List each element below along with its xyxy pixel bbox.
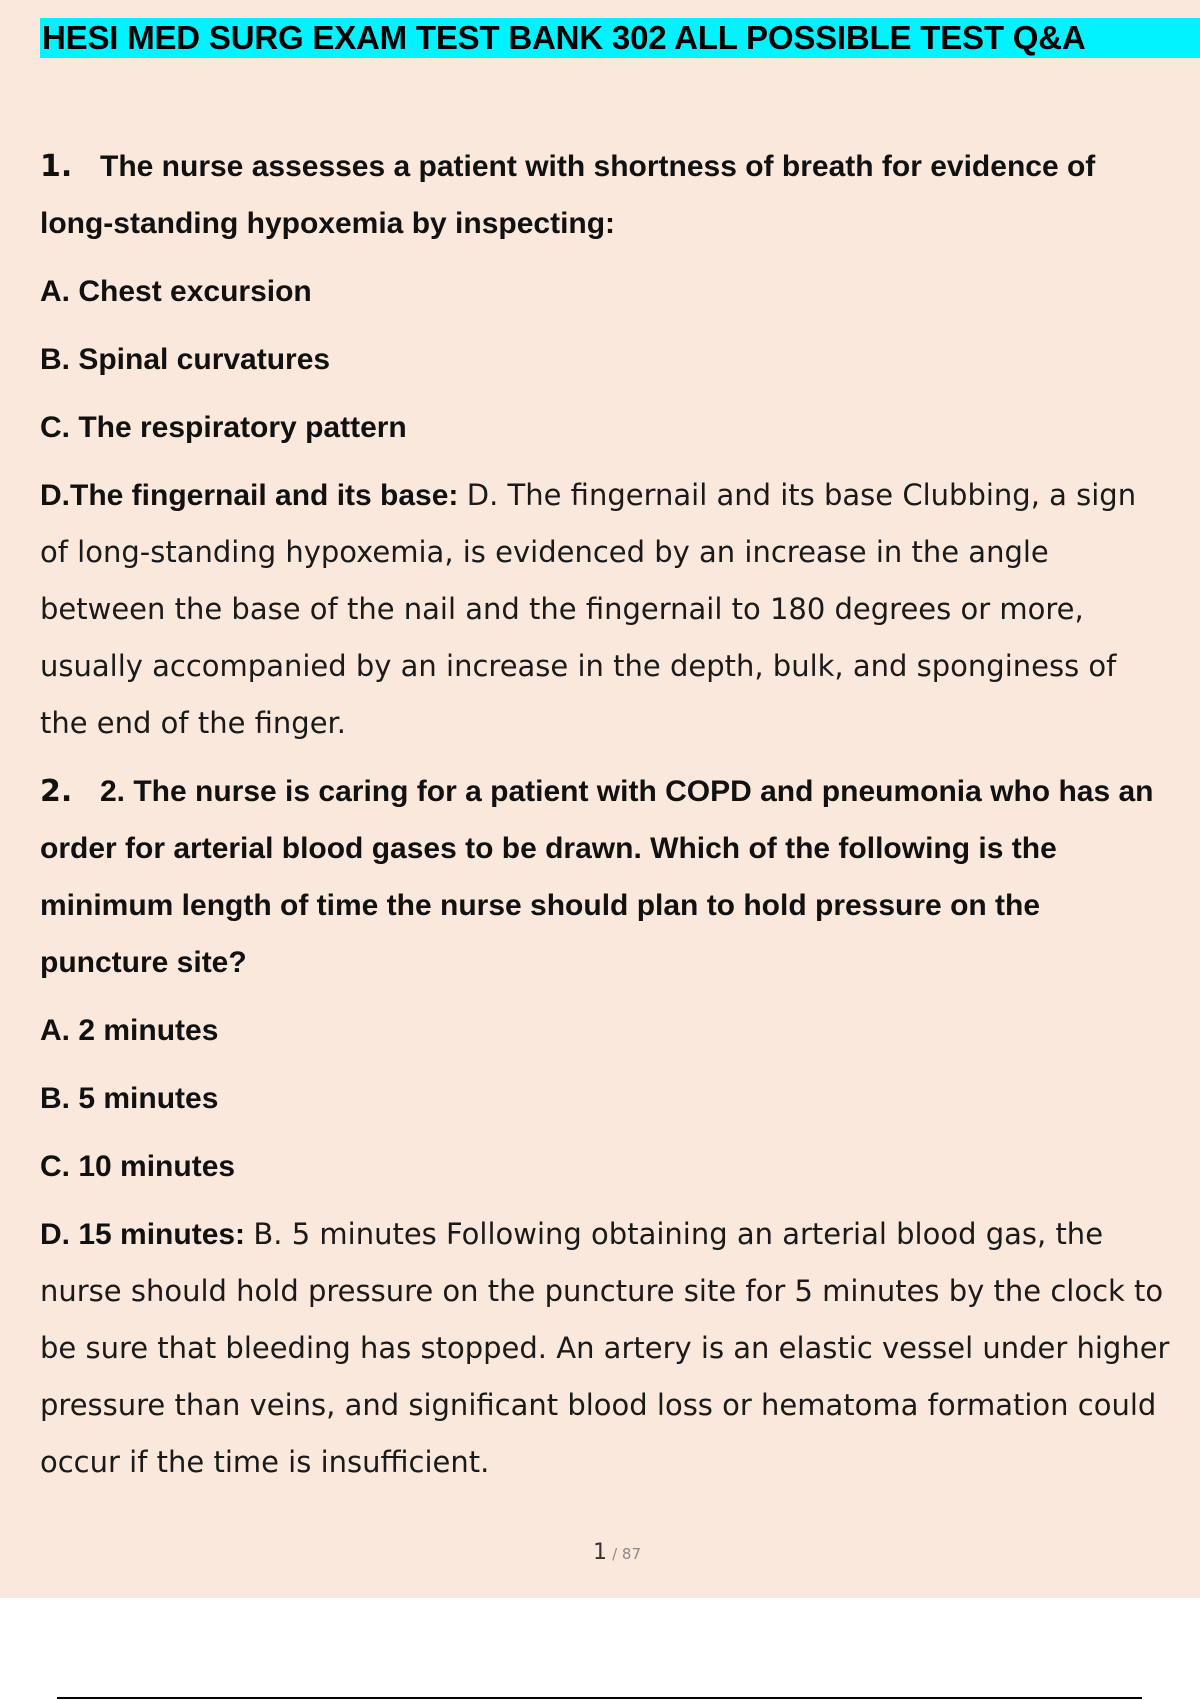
total-pages: / 87 xyxy=(612,1545,641,1563)
question-number: 1. xyxy=(40,149,73,184)
answer-rationale: D. The fingernail and its base Clubbing, a sign of long-standing hypoxemia, is evidenced by an increase in the angle between the base of the nail and the fingernail to 180 degrees or more, usually accompanied by an increase in the depth, bulk, and sponginess of the end of the finger. xyxy=(40,478,1137,740)
question-1 xyxy=(40,138,1170,252)
option-d: D. 15 minutes: xyxy=(40,1218,246,1251)
question-text: 2. The nurse is caring for a patient with COPD and pneumonia who has an order for arterial blood gases to be drawn. Which of the following is the minimum length of time the nurse should plan to hold pressure on the puncture site? xyxy=(40,775,1154,979)
option-d-with-rationale xyxy=(40,1206,1170,1491)
page-counter xyxy=(0,1540,1200,1565)
title-highlight xyxy=(40,18,1200,58)
current-page-number: 1 xyxy=(592,1540,607,1565)
option-d: D.The fingernail and its base: xyxy=(40,479,459,512)
option-b: B. 5 minutes xyxy=(40,1082,219,1115)
option-c: C. 10 minutes xyxy=(40,1150,236,1183)
option-a: A. Chest excursion xyxy=(40,275,312,308)
question-2 xyxy=(40,763,1170,991)
option-b: B. Spinal curvatures xyxy=(40,343,331,376)
question-text: The nurse assesses a patient with shortness of breath for evidence of long-standing hypoxemia by inspecting: xyxy=(40,150,1096,240)
option-a: A. 2 minutes xyxy=(40,1014,219,1047)
answer-rationale: B. 5 minutes Following obtaining an arterial blood gas, the nurse should hold pressure on the puncture site for 5 minutes by the clock to be sure that bleeding has stopped. An artery is an elastic vessel under higher pressure than veins, and significant blood loss or hematoma formation could occur if the time is insufficient. xyxy=(40,1217,1170,1479)
option-d-with-rationale xyxy=(40,467,1170,752)
question-number: 2. xyxy=(40,774,73,809)
next-page-divider xyxy=(57,1697,1142,1699)
question-list xyxy=(40,138,1170,1502)
document-title: HESI MED SURG EXAM TEST BANK 302 ALL POSSIBLE TEST Q&A xyxy=(42,19,1086,56)
option-c: C. The respiratory pattern xyxy=(40,411,407,444)
